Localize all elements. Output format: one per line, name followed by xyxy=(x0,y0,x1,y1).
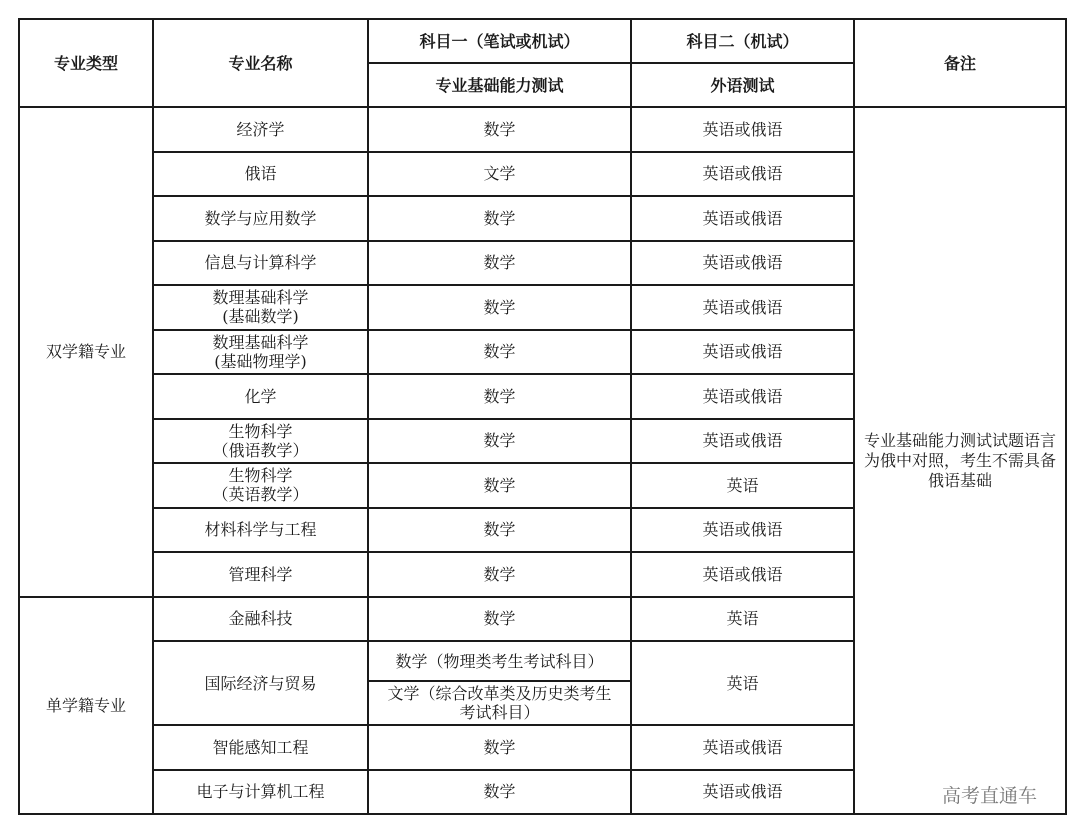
subject2-cell: 英语或俄语 xyxy=(631,241,854,286)
major-name-line1: 生物科学 xyxy=(228,421,293,441)
major-name: 管理科学 xyxy=(153,552,368,597)
major-name-line1: 数理基础科学 xyxy=(212,332,309,352)
subject2-cell: 英语或俄语 xyxy=(631,725,854,770)
subject1-cell: 文学 xyxy=(368,152,631,197)
subject2-cell: 英语 xyxy=(631,597,854,642)
subject1-cell: 数学 xyxy=(368,241,631,286)
header-major-type: 专业类型 xyxy=(19,19,153,107)
major-name-line2: （英语教学） xyxy=(212,485,309,505)
subject1-cell: 数学 xyxy=(368,725,631,770)
subject2-cell: 英语或俄语 xyxy=(631,419,854,464)
major-name xyxy=(153,285,368,330)
header-subject1: 科目一（笔试或机试） xyxy=(368,19,631,63)
major-name: 数学与应用数学 xyxy=(153,196,368,241)
major-name xyxy=(153,463,368,508)
major-name: 国际经济与贸易 xyxy=(153,641,368,725)
header-major-name: 专业名称 xyxy=(153,19,368,107)
header-remark: 备注 xyxy=(854,19,1066,107)
major-name: 化学 xyxy=(153,374,368,419)
major-name-line2: (基础物理学) xyxy=(214,351,307,371)
major-name-line2: （俄语教学） xyxy=(212,440,309,460)
subject1-cell: 数学 xyxy=(368,508,631,553)
subject1-cell: 数学 xyxy=(368,419,631,464)
subject1-cell: 数学 xyxy=(368,107,631,152)
major-name xyxy=(153,330,368,375)
table-row xyxy=(19,107,1066,152)
major-name xyxy=(153,419,368,464)
subject2-cell: 英语或俄语 xyxy=(631,508,854,553)
header-subject2: 科目二（机试） xyxy=(631,19,854,63)
subject2-cell: 英语 xyxy=(631,641,854,725)
header-subject1-sub: 专业基础能力测试 xyxy=(368,63,631,107)
subject1-cell: 数学 xyxy=(368,552,631,597)
subject1-cell: 数学 xyxy=(368,597,631,642)
subject2-cell: 英语或俄语 xyxy=(631,107,854,152)
major-name-line2: (基础数学) xyxy=(222,307,299,327)
subject2-cell: 英语或俄语 xyxy=(631,152,854,197)
subject1-cell: 数学 xyxy=(368,196,631,241)
subject2-cell: 英语 xyxy=(631,463,854,508)
subject1-cell: 数学 xyxy=(368,463,631,508)
subject1-cell: 数学 xyxy=(368,330,631,375)
major-name: 材料科学与工程 xyxy=(153,508,368,553)
remark-note: 专业基础能力测试试题语言为俄中对照，考生不需具备俄语基础 xyxy=(854,107,1066,814)
subject2-cell: 英语或俄语 xyxy=(631,552,854,597)
subject1-cell: 数学（物理类考生考试科目） xyxy=(368,641,631,681)
major-name: 信息与计算科学 xyxy=(153,241,368,286)
major-name: 智能感知工程 xyxy=(153,725,368,770)
subject2-cell: 英语或俄语 xyxy=(631,330,854,375)
major-name: 金融科技 xyxy=(153,597,368,642)
major-name-line1: 生物科学 xyxy=(228,466,293,486)
major-name: 电子与计算机工程 xyxy=(153,770,368,815)
group-double-degree: 双学籍专业 xyxy=(19,107,153,597)
subject1-cell xyxy=(368,681,631,725)
major-name-line1: 数理基础科学 xyxy=(212,288,309,308)
subject1-line2: 考试科目） xyxy=(459,703,540,722)
subject1-line1: 文学（综合改革类及历史类考生 xyxy=(387,684,612,703)
subject2-cell: 英语或俄语 xyxy=(631,285,854,330)
major-name: 俄语 xyxy=(153,152,368,197)
watermark: 高考直通车 xyxy=(942,785,1038,807)
subject1-cell: 数学 xyxy=(368,285,631,330)
header-subject2-sub: 外语测试 xyxy=(631,63,854,107)
subject1-cell: 数学 xyxy=(368,770,631,815)
subject2-cell: 英语或俄语 xyxy=(631,770,854,815)
subject2-cell: 英语或俄语 xyxy=(631,196,854,241)
subject2-cell: 英语或俄语 xyxy=(631,374,854,419)
major-name: 经济学 xyxy=(153,107,368,152)
admission-subjects-table xyxy=(18,18,1067,815)
subject1-cell: 数学 xyxy=(368,374,631,419)
group-single-degree: 单学籍专业 xyxy=(19,597,153,815)
